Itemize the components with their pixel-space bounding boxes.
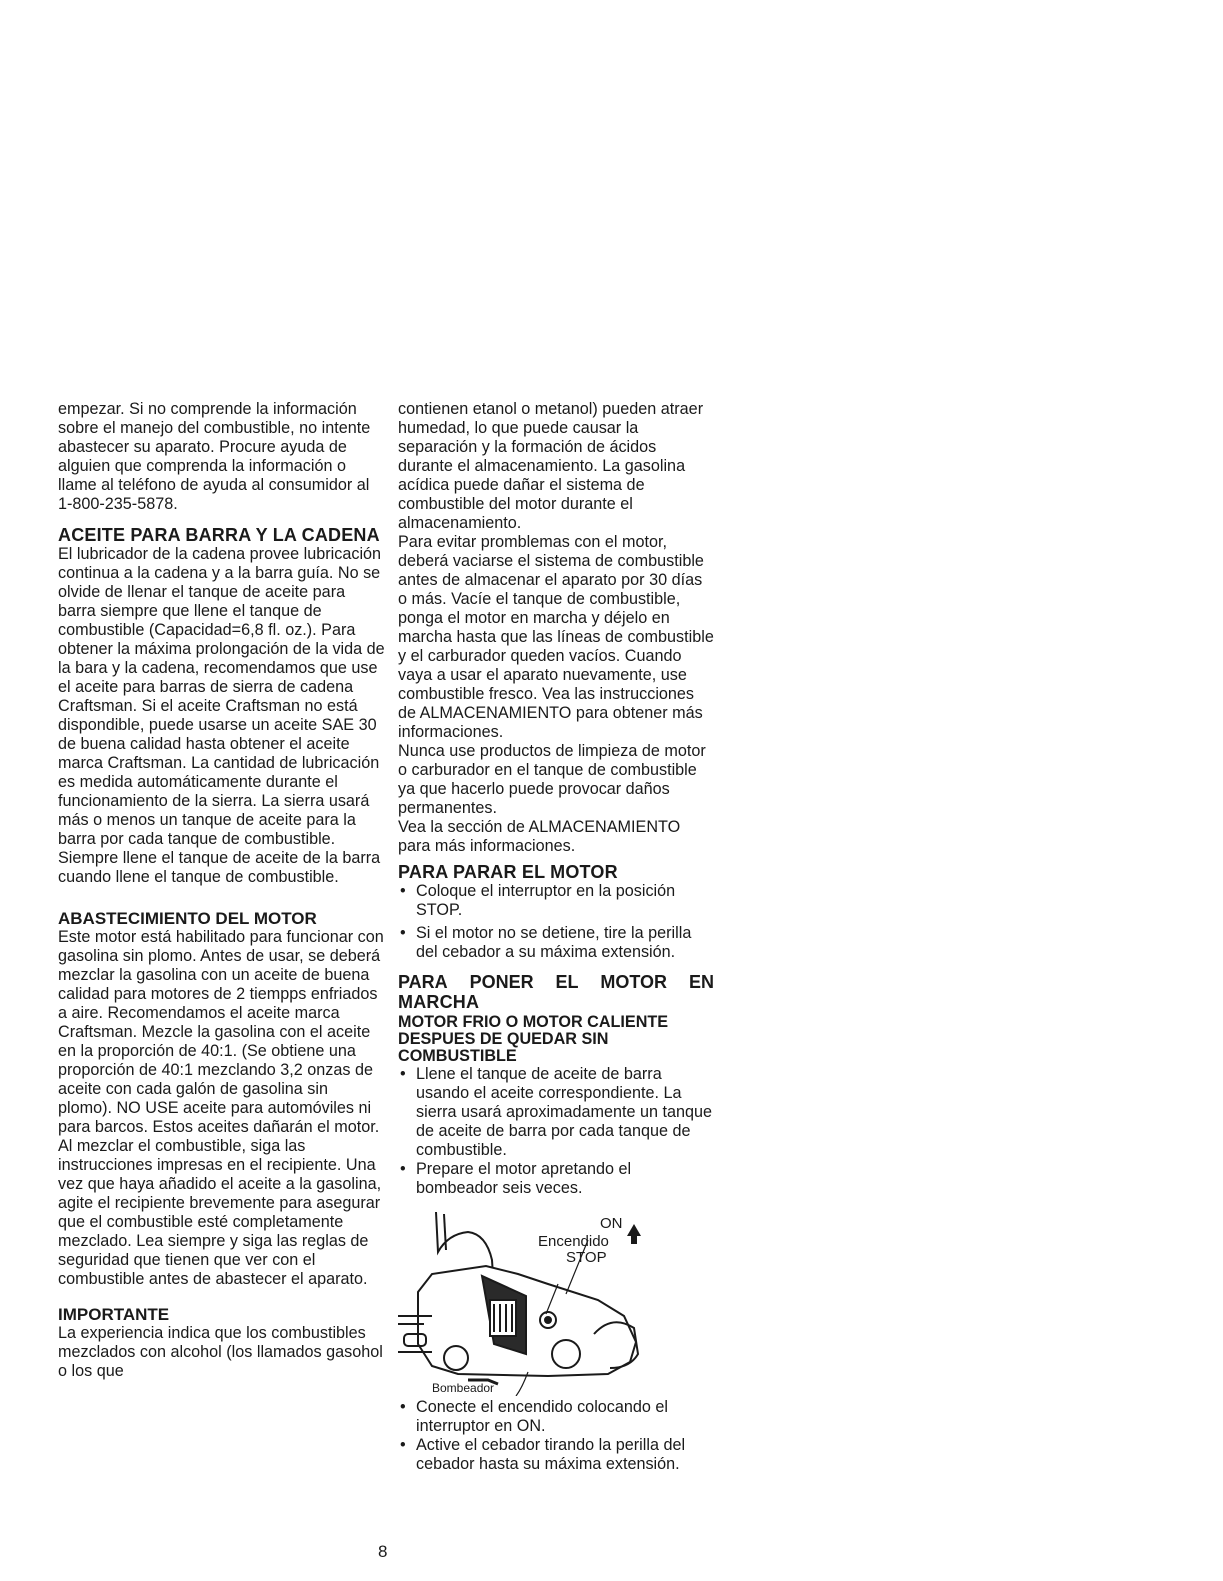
arrow-up-icon	[627, 1224, 641, 1244]
list-item: • Active el cebador tirando la perilla del cebador hasta su máxima extensión.	[398, 1436, 714, 1474]
cleaning-paragraph: Nunca use productos de limpieza de motor o carburador en el tanque de combustible ya que hacerlo puede provocar daños permanentes.	[398, 742, 706, 817]
list-item: • Coloque el interruptor en la posición STOP.	[398, 882, 714, 920]
fuel-heading: ABASTECIMIENTO DEL MOTOR	[58, 909, 317, 928]
start-engine-heading-line2: MARCHA	[398, 992, 480, 1012]
chainsaw-figure	[398, 1204, 714, 1396]
storage-paragraph: Para evitar promblemas con el motor, deberá vaciarse el sistema de combustible antes de almacenar el aparato por 30 días o más. Vacíe el tanque de combustible, ponga el motor en marcha y déjelo en marcha hasta que las líneas de combustible y el carburador queden vacíos. Cuando vaya a usar el aparato nuevamente, use combustible fresco. Vea las instrucciones de ALMACENAMIENTO para obtener más informaciones.	[398, 533, 714, 741]
oil-paragraph: El lubricador de la cadena provee lubricación continua a la cadena y a la barra guía. No se olvide de llenar el tanque de aceite para barra siempre que llene el tanque de combustible (Capacidad=6,8 fl. oz.). Para obtener la máxima prolongación de la vida de la bara y la cadena, recomendamos que use el aceite para barras de sierra de cadena Craftsman. Si el aceite Craftsman no está dispondible, puede usarse un aceite SAE 30 de buena calidad hasta obtener el aceite marca Craftsman. La cantidad de lubricación es medida automáticamente durante el funcionamiento de la sierra. La sierra usará más o menos un tanque de aceite para la barra por cada tanque de combustible. Siempre llene el tanque de aceite de la barra cuando llene el tanque de combustible.	[58, 545, 385, 886]
cold-warm-engine-subheading: MOTOR FRIO O MOTOR CALIENTE DESPUES DE QUEDAR SIN COMBUSTIBLE	[398, 1013, 669, 1065]
important-paragraph: La experiencia indica que los combustibles mezclados con alcohol (los llamados gasohol o los que	[58, 1324, 383, 1380]
alcohol-paragraph: contienen etanol o metanol) pueden atraer humedad, lo que puede causar la separación y la formación de ácidos durante el almacenamiento. La gasolina acídica puede dañar el sistema de combustible del motor durante el almacenamiento.	[398, 400, 704, 532]
list-item: • Llene el tanque de aceite de barra usando el aceite correspondiente. La sierra usará aproximadamente un tanque de aceite de barra por cada tanque de combustible.	[398, 1065, 714, 1160]
label-on: ON	[600, 1215, 623, 1232]
start-heading-word: EL	[555, 972, 579, 992]
important-heading: IMPORTANTE	[58, 1305, 170, 1324]
left-column	[58, 400, 386, 1381]
stop-steps-list	[398, 882, 714, 962]
right-column	[398, 400, 714, 1474]
final-steps-list	[398, 1398, 714, 1474]
page-number: 8	[378, 1542, 388, 1561]
label-stop: STOP	[566, 1249, 607, 1266]
see-storage-paragraph: Vea la sección de ALMACENAMIENTO para más informaciones.	[398, 818, 681, 855]
start-engine-heading	[398, 972, 714, 992]
fuel-paragraph: Este motor está habilitado para funcionar con gasolina sin plomo. Antes de usar, se deberá mezclar la gasolina con un aceite de buena calidad para motores de 2 tiempps enfriados a aire. Recomendamos el aceite marca Craftsman. Mezcle la gasolina con el aceite en la proporción de 40:1. (Se obtiene una proporción de 40:1 mezclando 3,2 onzas de aceite con cada galón de gasolina sin plomo). NO USE aceite para automóviles ni para barcos. Estos aceites dañarán el motor. Al mezclar el combustible, siga las instrucciones impresas en el recipiente. Una vez que haya añadido el aceite a la gasolina, agite el recipiente brevemente para asegurar que el combustible esté completamente mezclado. Lea siempre y siga las reglas de seguridad que tienen que ver con el combustible antes de abastecer el aparato.	[58, 928, 384, 1288]
oil-heading: ACEITE PARA BARRA Y LA CADENA	[58, 525, 380, 545]
start-heading-word: EN	[688, 972, 714, 992]
list-item: • Conecte el encendido colocando el interruptor en ON.	[398, 1398, 714, 1436]
start-heading-word: PARA	[398, 972, 448, 992]
start-steps-list	[398, 1065, 714, 1198]
list-item: • Prepare el motor apretando el bombeador seis veces.	[398, 1160, 714, 1198]
start-heading-word: PONER	[469, 972, 534, 992]
label-encendido: Encendido	[538, 1233, 609, 1250]
start-heading-word: MOTOR	[600, 972, 668, 992]
label-bombeador: Bombeador	[432, 1381, 495, 1395]
list-item: • Si el motor no se detiene, tire la perilla del cebador a su máxima extensión.	[398, 924, 714, 962]
stop-engine-heading: PARA PARAR EL MOTOR	[398, 862, 618, 882]
intro-paragraph: empezar. Si no comprende la información sobre el manejo del combustible, no intente abastecer su aparato. Procure ayuda de alguien que comprenda la información o llame al teléfono de ayuda al consumidor al 1-800-235-5878.	[58, 400, 371, 513]
